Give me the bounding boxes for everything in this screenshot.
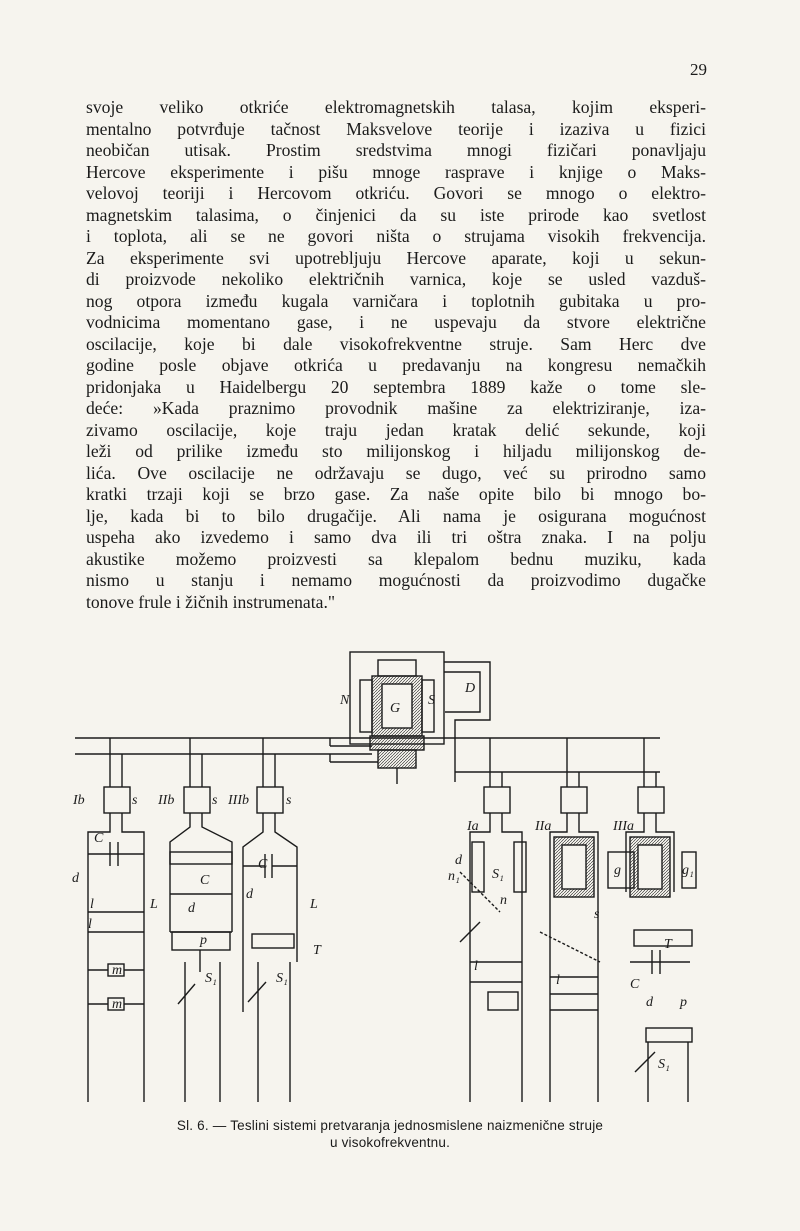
label-g1: g₁ [682, 863, 694, 878]
text-line: oscilacije, koje bi dale visokofrekventne struje. Sam Herc dve [86, 333, 706, 354]
variable-capacitor-iiib [248, 982, 266, 1002]
label-s1-iiia: S₁ [658, 1057, 670, 1072]
label-s-iib: s [212, 793, 218, 808]
text-line: tonove frule i žičnih instrumenata." [86, 591, 336, 612]
text-line: svoje veliko otkriće elektromagnetskih talasa, kojim eksperi- [86, 97, 706, 117]
text-line: di proizvode nekoliko električnih varnica, koje se usled vazduš- [86, 269, 706, 289]
figure-caption [100, 1117, 680, 1151]
text-line: uspeha ako izvedemo i samo dva ili tri oštra znaka. I na polju [86, 527, 706, 547]
label-d-iiib: d [246, 887, 253, 902]
interrupter-iiib [257, 787, 283, 813]
text-line: mentalno potvrđuje tačnost Maksvelove teorije i izaziva u fizici [86, 118, 706, 139]
label-n-ia: n [500, 893, 507, 908]
text-line: neobičan utisak. Prostim sredstvima mnogi fizičari ponavljaju [86, 140, 706, 160]
label-l-big: L [150, 897, 158, 912]
text-line: nismo u stanju i nemamo mogućnosti da proizvodimo dugačke [86, 570, 706, 590]
coil-ia-left [472, 842, 484, 892]
body-text [86, 97, 706, 613]
label-l-ib: l [90, 897, 94, 912]
coil-iiia-primary [634, 930, 692, 946]
label-l-ia: l [474, 959, 478, 974]
label-d-iiia: d [646, 995, 653, 1010]
label-s-iiib: s [286, 793, 292, 808]
label-l-iiib: L [310, 897, 318, 912]
text-line: lje, kada bi to bilo drugačije. Ali nama je osigurana mogućnost [86, 505, 706, 526]
interrupter-ib [104, 787, 130, 813]
commutator-top [378, 660, 416, 676]
lead-d [444, 662, 490, 782]
variable-capacitor-iib [178, 984, 195, 1004]
text-line: Hercove eksperimente i pišu mnoge rasprave i knjige o Maks- [86, 161, 706, 182]
text-line: deće: »Kada praznimo provodnik mašine za elektriziranje, iza- [86, 398, 706, 418]
label-c-iib: C [200, 873, 210, 888]
caption-line-1: Sl. 6. — Teslini sistemi pretvaranja jednosmislene naizmenične struje [176, 1118, 604, 1133]
circuit-diagram-svg [60, 632, 700, 1112]
text-line: zivamo oscilacije, koje traju jedan kratak delić sekunde, koji [86, 419, 706, 440]
text-line: Za eksperimente svi upotrebljuju Hercove aparate, koji u sekun- [86, 247, 706, 268]
text-line: vodnicima momentano gase, i ne uspevaju da stvore električne [86, 312, 706, 332]
circuit-diagram [60, 632, 700, 1112]
interrupter-iib [184, 787, 210, 813]
label-s: S [428, 693, 435, 708]
label-c-ib: C [94, 831, 104, 846]
label-c-iiia: C [630, 977, 640, 992]
text-line: nog otpora između kugala varničara i toplotnih gubitaka u pro- [86, 290, 706, 311]
label-n: N [340, 693, 350, 708]
label-g: g [614, 863, 621, 878]
interrupter-ia [484, 787, 510, 813]
label-g: G [390, 701, 401, 716]
label-iia: IIa [535, 819, 552, 834]
text-line: godine posle objave otkrića u predavanju na kongresu nemačkih [86, 355, 706, 375]
label-s1-iiib: S₁ [276, 971, 288, 986]
caption-line-2: u visokofrekventnu. [329, 1135, 451, 1150]
text-line: lića. Ove oscilacije ne održavaju se dugo, već su prirodno samo [86, 462, 706, 483]
label-iiia: IIIa [613, 819, 634, 834]
label-p-iiia: p [680, 995, 687, 1010]
label-l-iia: l [556, 973, 560, 988]
variable-capacitor-iiia [635, 1052, 655, 1072]
label-iiib: IIIb [228, 793, 249, 808]
text-line: pridonjaka u Haidelbergu 20 septembra 1889 kaže o tome sle- [86, 376, 706, 397]
interrupter-iia [561, 787, 587, 813]
page-number: 29 [690, 60, 707, 79]
label-m2: m [112, 997, 123, 1012]
label-d: D [465, 681, 476, 696]
label-t-iiib: T [313, 943, 321, 958]
box-ia [488, 992, 518, 1010]
label-t-iiia: T [664, 937, 672, 952]
label-s-iia: s [594, 907, 600, 922]
coil-iib-top [170, 852, 232, 864]
label-d-ib: d [72, 871, 79, 886]
label-p-iib: p [200, 933, 207, 948]
text-line: magnetskim talasima, o činjenici da su iste prirode kao svetlost [86, 204, 706, 225]
label-iib: IIb [158, 793, 175, 808]
label-c-iiib: C [258, 857, 268, 872]
text-line: akustike možemo proizvesti sa klepalom bednu muziku, kada [86, 548, 706, 569]
coil-iiib [252, 934, 294, 948]
label-ia: Ia [467, 819, 479, 834]
label-s-ib: s [132, 793, 138, 808]
label-d-iib: d [188, 901, 195, 916]
label-ib: Ib [73, 793, 85, 808]
label-s1-ia: S₁ [492, 867, 504, 882]
text-line: velovoj teoriji i Hercovom otkriću. Govori se mnogo o elektro- [86, 183, 706, 203]
label-m1: m [112, 963, 123, 978]
label-n1-ia: n₁ [448, 869, 460, 884]
pole-n [360, 680, 372, 732]
coil-ia-right [514, 842, 526, 892]
text-line: kratki trzaji koji se brzo gase. Za naše opite bilo bi mnogo bo- [86, 484, 706, 504]
slip-rings-lower [378, 750, 416, 768]
text-line: leži od prilike između sto milijonskog i hiljadu milijonskog de- [86, 441, 706, 461]
label-d-ia: d [455, 853, 462, 868]
text-line: i toplota, ali se ne govori ništa o strujama visokih frekvencija. [86, 226, 706, 246]
coil-iiia-secondary [646, 1028, 692, 1042]
label-l2-ib: l [88, 917, 92, 932]
label-s1-iib: S₁ [205, 971, 217, 986]
interrupter-iiia [638, 787, 664, 813]
